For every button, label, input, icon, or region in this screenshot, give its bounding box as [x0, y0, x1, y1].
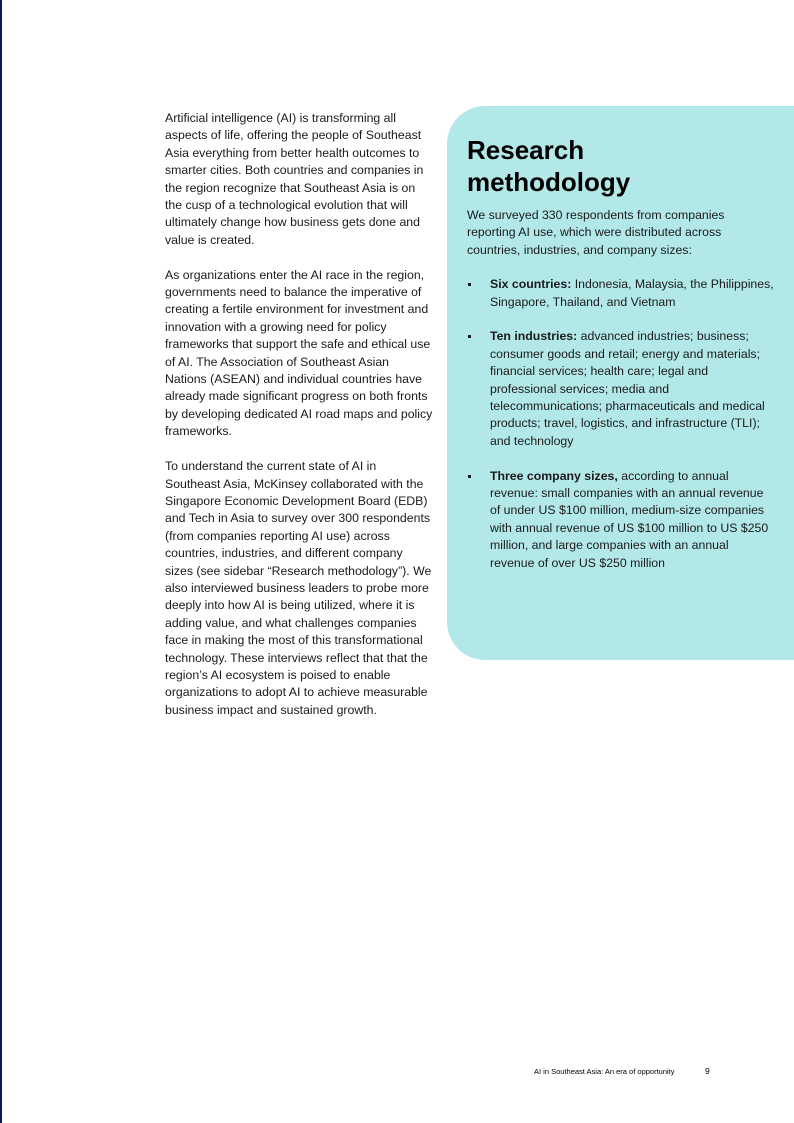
list-item-lead: Ten industries: [490, 329, 578, 344]
body-paragraph-policy: As organizations enter the AI race in the region, governments need to balance the imperative of creating a fertile environment for investment and innovation with a growing need for policy frameworks that support the safe and ethical use of AI. The Association of Southeast Asian Nations (ASEAN) and individual countries have already made significant progress on both fronts by developing dedicated AI road maps and policy frameworks. [165, 267, 433, 439]
square-bullet-icon [468, 475, 471, 478]
list-item-text: Indonesia, Malaysia, the Philippines, Singapore, Thailand, and Vietnam [490, 277, 774, 309]
square-bullet-icon [468, 335, 471, 338]
list-item-company-sizes [467, 468, 774, 572]
page-number: 9 [705, 1066, 710, 1076]
sidebar-title [467, 134, 774, 198]
square-bullet-icon [468, 283, 471, 286]
main-text-column [165, 110, 433, 737]
sidebar-title-line-1: Research [467, 135, 585, 165]
list-item-countries [467, 276, 774, 311]
footer-publication-title: AI in Southeast Asia: An era of opportunity [534, 1067, 675, 1076]
body-paragraph-intro: Artificial intelligence (AI) is transforming all aspects of life, offering the people of Southeast Asia everything from better health outcomes to smarter cities. Both countries and companies in the region recognize that Southeast Asia is on the cusp of a technological evolution that will ultimately change how business gets done and value is created. [165, 111, 424, 247]
list-item-industries [467, 328, 774, 450]
page-edge-rule [0, 0, 2, 1123]
list-item-lead: Three company sizes, [490, 468, 618, 483]
list-item-text: according to annual revenue: small companies with an annual revenue of under US $100 million, medium-size companies with annual revenue of US $100 million to US $250 million, and large companies with an annual revenue of over US $250 million [490, 468, 769, 570]
list-item-text: advanced industries; business; consumer goods and retail; energy and materials; financial services; health care; legal and professional services; media and telecommunications; pharmaceuticals and medical products; travel, logistics, and infrastructure (TLI); and technology [490, 329, 765, 448]
research-methodology-sidebar [447, 106, 794, 660]
list-item-lead: Six countries: [490, 277, 572, 292]
sidebar-intro: We surveyed 330 respondents from companies reporting AI use, which were distributed across countries, industries, and company sizes: [467, 208, 725, 257]
sidebar-title-line-2: methodology [467, 167, 631, 197]
body-paragraph-survey: To understand the current state of AI in Southeast Asia, McKinsey collaborated with the Singapore Economic Development Board (EDB) and Tech in Asia to survey over 300 respondents (from companies reporting AI use) across countries, industries, and different company sizes (see sidebar “Research methodology”). We also interviewed business leaders to probe more deeply into how AI is being utilized, where it is adding value, and what challenges companies face in making the most of this transformational technology. These interviews reflect that that the region’s AI ecosystem is poised to enable organizations to adopt AI to achieve measurable business impact and sustained growth. [165, 459, 432, 717]
methodology-list [467, 276, 774, 572]
